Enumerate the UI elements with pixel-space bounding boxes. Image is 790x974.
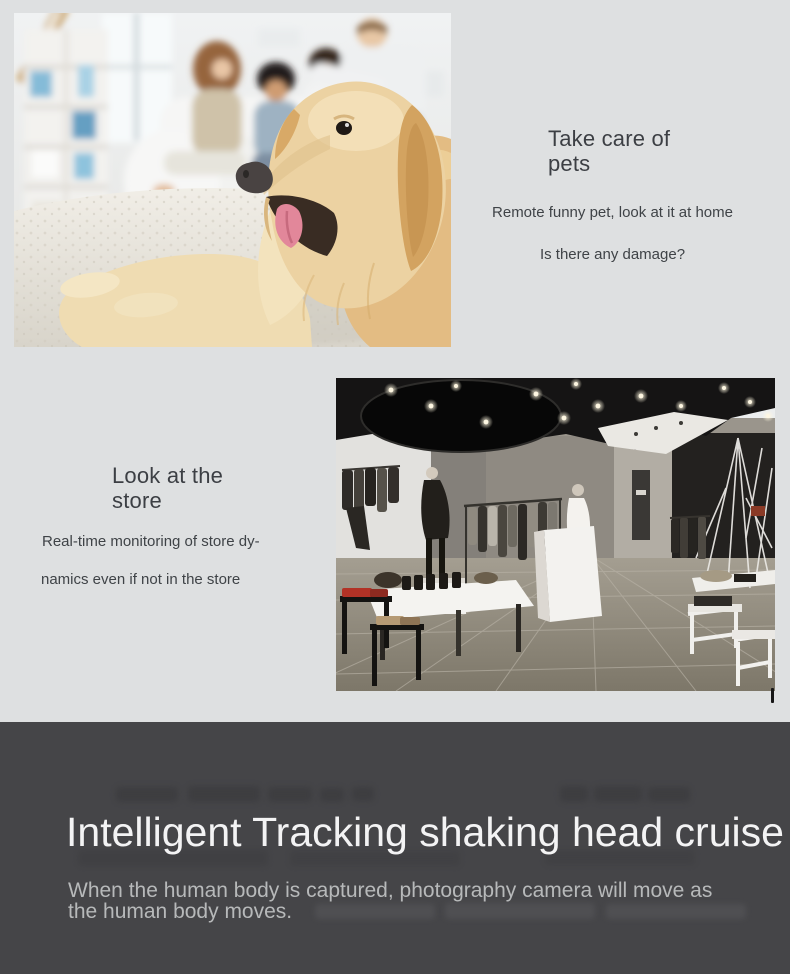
image-edge-tick-mark: [771, 688, 774, 703]
store-photo-illustration: [336, 378, 775, 691]
pets-heading: Take care of pets: [548, 126, 671, 176]
store-body-line-1: Real-time monitoring of store dy-: [42, 533, 260, 550]
store-heading: Look at the store: [112, 463, 224, 513]
store-body-line-2: namics even if not in the store: [41, 571, 241, 588]
tracking-body-line-1: When the human body is captured, photography camera will move as: [68, 879, 713, 902]
pet-photo: [14, 13, 451, 347]
store-photo: [336, 378, 775, 691]
tracking-body: [68, 880, 768, 922]
pets-subline-1: Remote funny pet, look at it at home: [492, 204, 733, 221]
pet-photo-illustration: [14, 13, 451, 347]
tracking-heading: Intelligent Tracking shaking head cruise: [66, 809, 784, 855]
pets-subline-2: Is there any damage?: [539, 246, 686, 263]
tracking-body-line-2: the human body moves.: [68, 900, 293, 923]
